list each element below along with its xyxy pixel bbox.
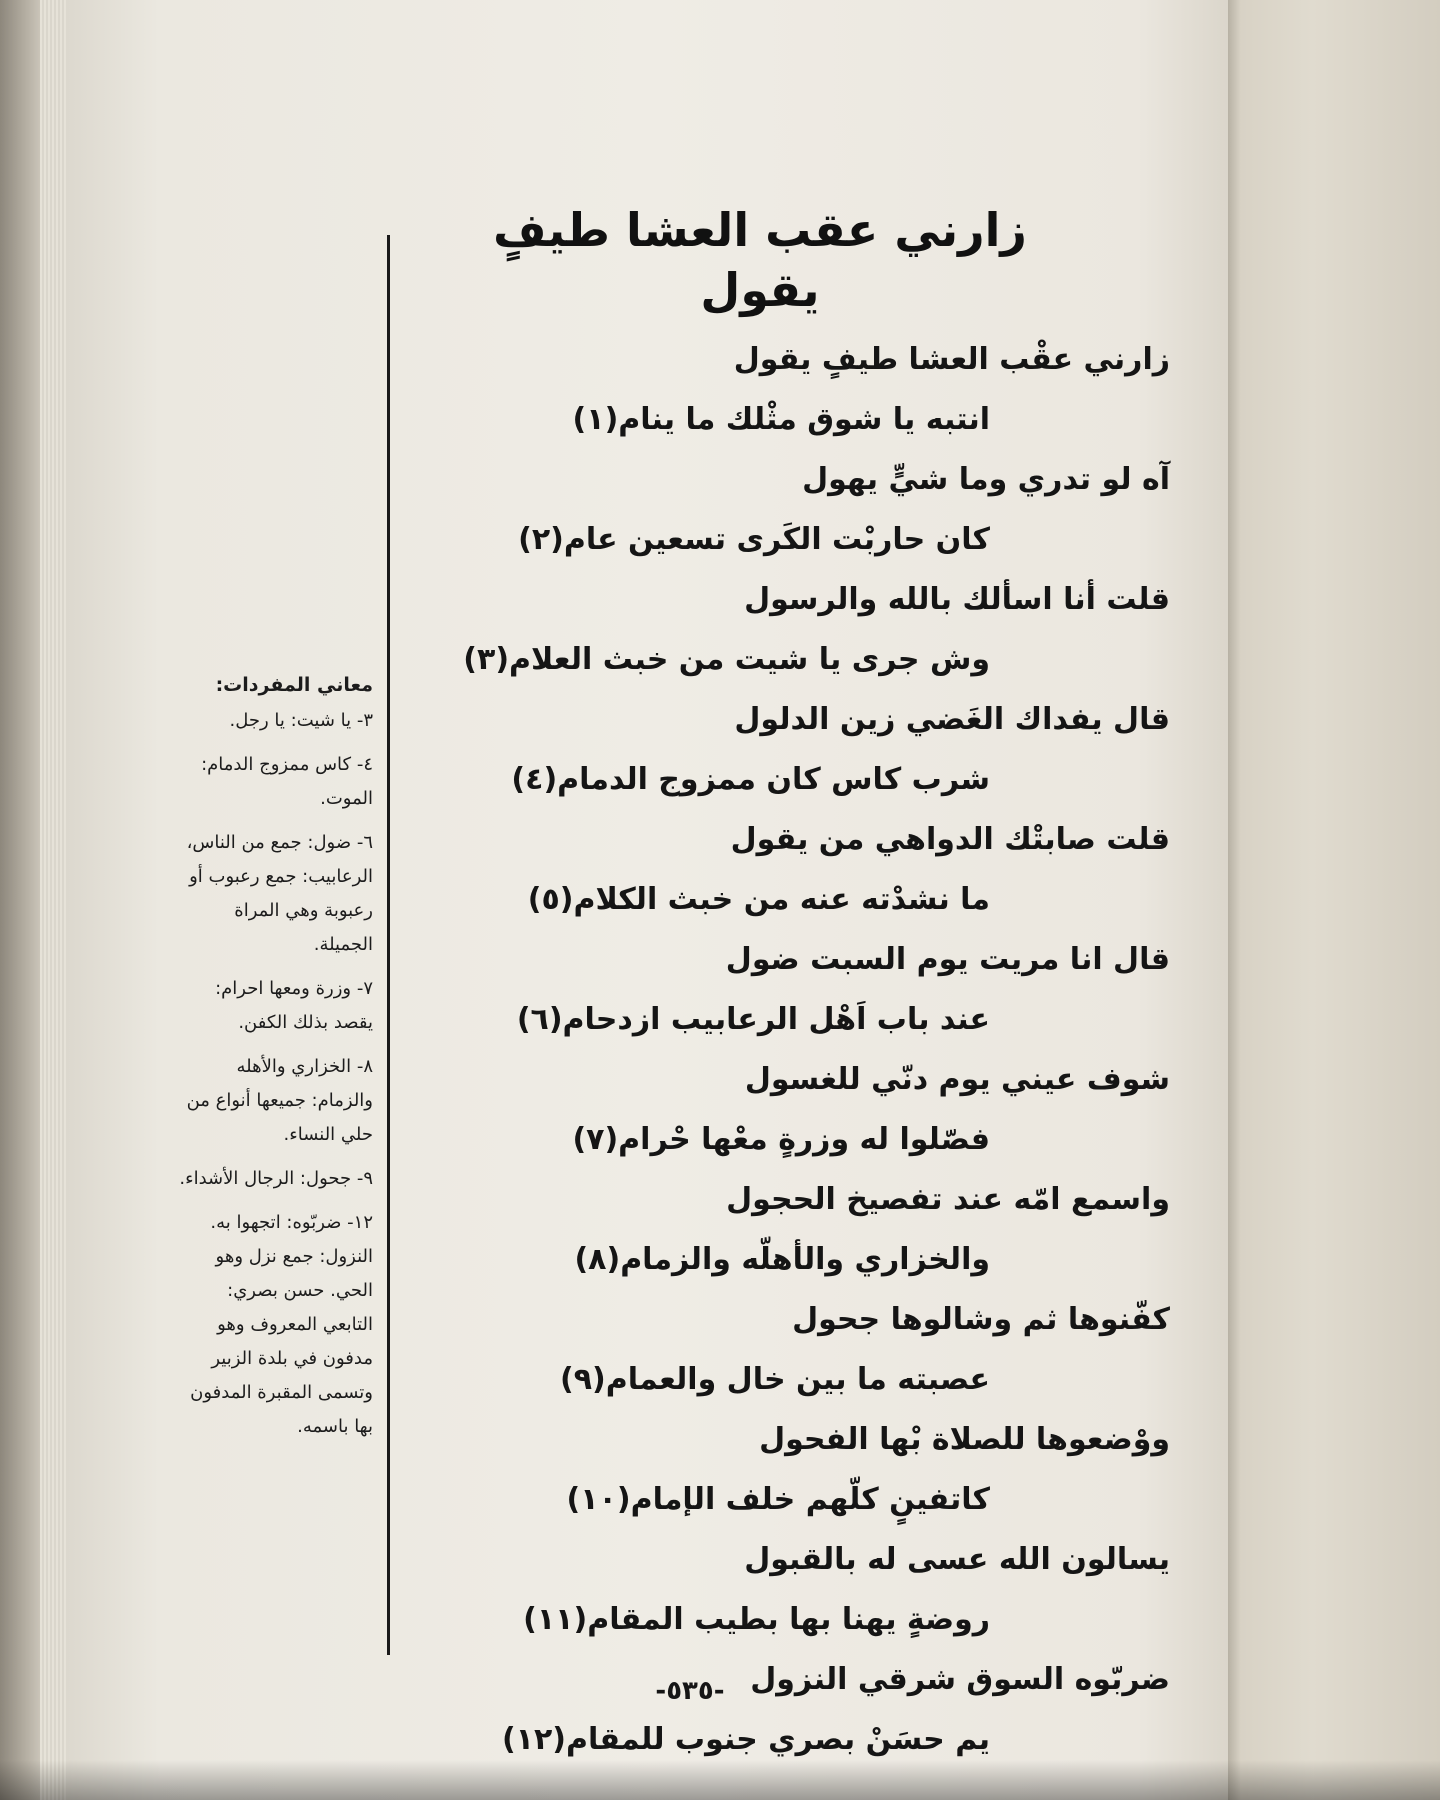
poem-line: روضةٍ يهنا بها بطيب المقام(١١) [523,1602,990,1637]
poem-title: زارني عقب العشا طيفٍ يقول [493,203,1027,317]
poem-line: ووْضعوها للصلاة بْها الفحول [759,1422,1170,1457]
poem-text [420,330,1170,1770]
poem-line: شوف عيني يوم دنّي للغسول [744,1062,1170,1097]
page-number: -٥٣٥- [655,1676,725,1706]
poem-line: واسمع امّه عند تفصيخ الحجول [726,1182,1170,1217]
column-divider [387,235,390,1655]
poem-line: قال انا مريت يوم السبت ضول [725,942,1170,977]
glossary-item: ٦- ضول: جمع من الناس، الرعابيب: جمع رعبوب أو رعبوبة وهي المراة الجميلة. [186,832,373,955]
glossary-item: ١٢- ضربّوه: اتجهوا به. النزول: جمع نزل وهو الحي. حسن بصري: التابعي المعروف وهو مدفون في بلدة الزبير وتسمى المقبرة المدفون بها باسمه. [190,1212,373,1437]
poem-line: كاتفينٍ كلّهم خلف الإمام(١٠) [566,1482,990,1517]
poem-line: قلت أنا اسألك بالله والرسول [744,582,1170,617]
poem-line: يسالون الله عسى له بالقبول [744,1542,1170,1577]
poem-line: انتبه يا شوق مثْلك ما ينام(١) [572,402,990,437]
poem-line: آه لو تدري وما شيٍّ يهول [802,462,1170,497]
poem-line: والخزاري والأهلّه والزمام(٨) [574,1242,990,1277]
bottom-shadow [0,1760,1440,1800]
glossary-item: ٨- الخزاري والأهله والزمام: جميعها أنواع من حلي النساء. [186,1056,373,1145]
poem-line: فصّلوا له وزرةٍ معْها حْرام(٧) [572,1122,990,1157]
poem-line: قال يفداك الغَضي زين الدلول [734,702,1170,737]
poem-line: كفّنوها ثم وشالوها جحول [792,1302,1170,1337]
glossary-list [178,704,373,1444]
poem-line: ضربّوه السوق شرقي النزول [750,1662,1170,1697]
poem-line: ما نشدْته عنه من خبث الكلام(٥) [527,882,990,917]
poem-line: عند باب اَهْل الرعابيب ازدحام(٦) [516,1002,990,1037]
glossary-item: ٧- وزرة ومعها احرام: يقصد بذلك الكفن. [215,978,373,1033]
glossary-heading: معاني المفردات: [215,674,373,696]
facing-page-edge [1228,0,1440,1800]
glossary-item: ٣- يا شيت: يا رجل. [229,710,373,731]
glossary-item: ٤- كاس ممزوج الدمام: الموت. [201,754,373,809]
poem-line: كان حاربْت الكَرى تسعين عام(٢) [518,522,990,557]
poem-line: قلت صابتْك الدواهي من يقول [730,822,1170,857]
poem-line: وش جرى يا شيت من خبث العلام(٣) [463,642,990,677]
poem-line: زارني عقْب العشا طيفٍ يقول [733,342,1170,377]
poem-line: شرب كاس كان ممزوج الدمام(٤) [511,762,990,797]
poem-line: عصبته ما بين خال والعمام(٩) [559,1362,990,1397]
glossary-column [178,670,373,1454]
poem-line: يم حسَنْ بصري جنوب للمقام(١٢) [501,1722,990,1757]
glossary-item: ٩- جحول: الرجال الأشداء. [179,1168,373,1189]
